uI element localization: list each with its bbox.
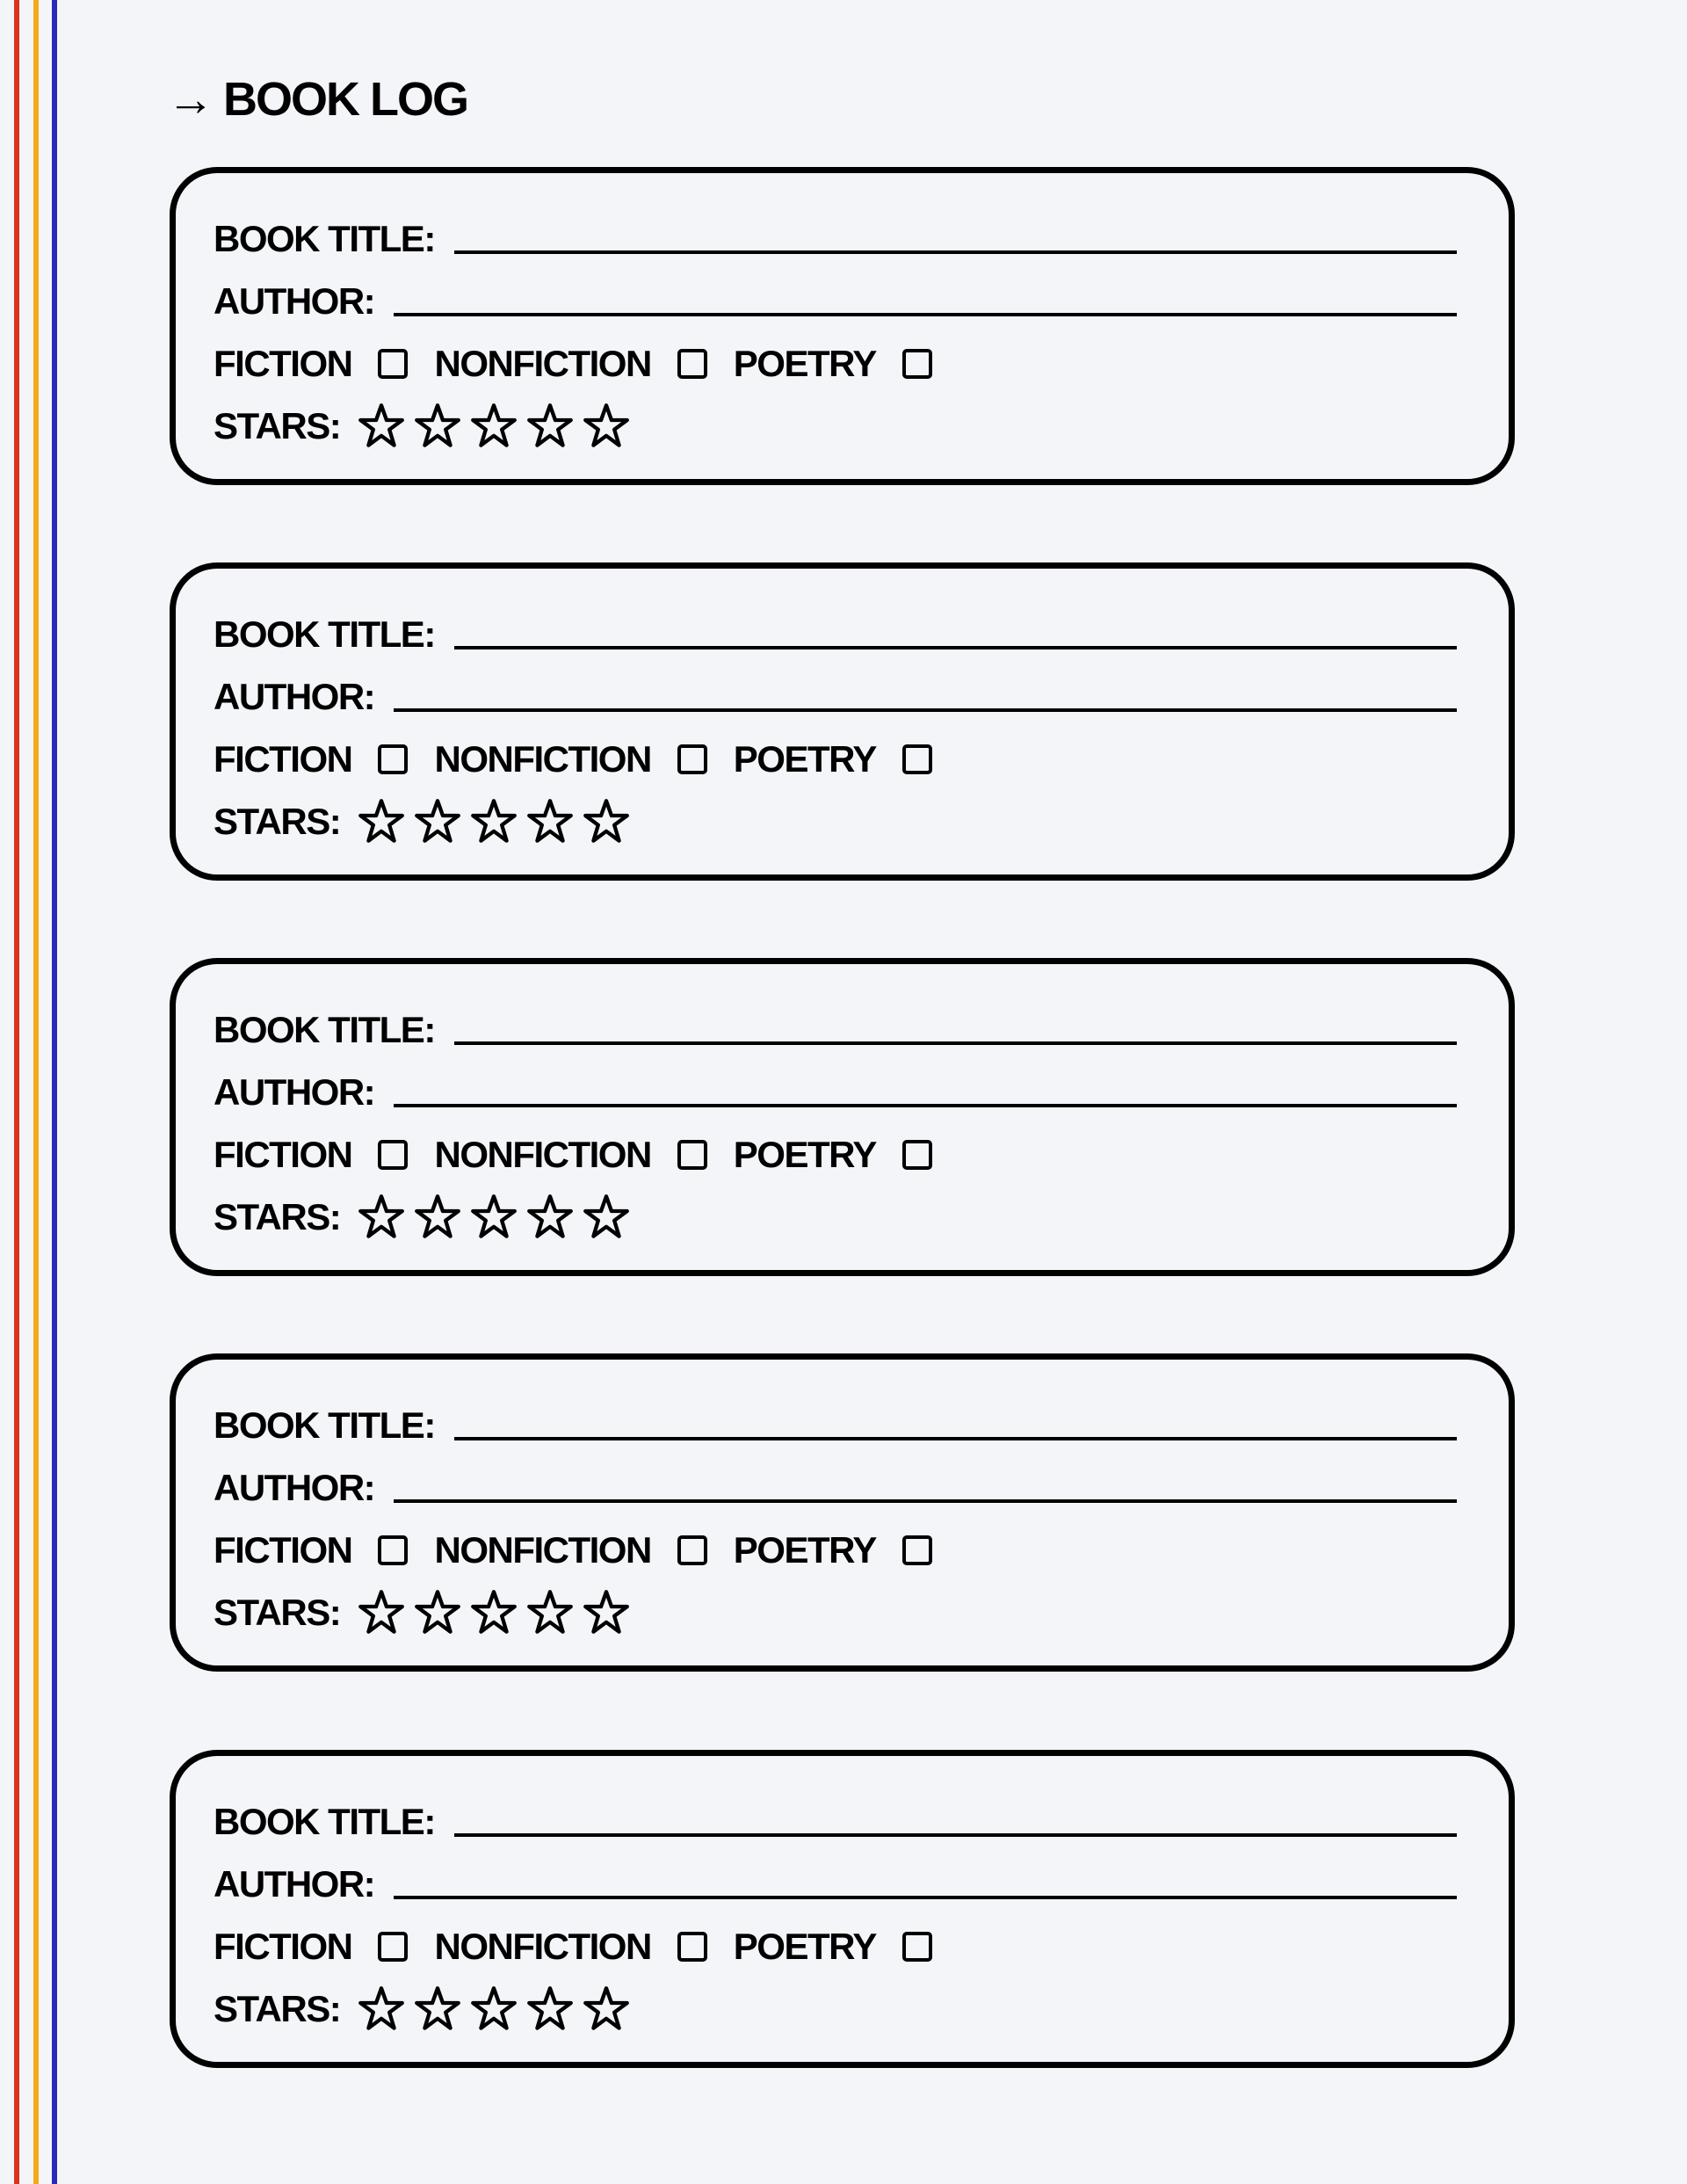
book-title-row bbox=[214, 609, 1457, 660]
star-outline-icon[interactable] bbox=[358, 798, 405, 845]
genre-label-fiction: FICTION bbox=[214, 1926, 352, 1967]
book-title-row bbox=[214, 1796, 1457, 1847]
book-title-field[interactable] bbox=[454, 646, 1457, 649]
genre-label-fiction: FICTION bbox=[214, 1529, 352, 1571]
stripe-yellow bbox=[33, 0, 39, 2184]
genre-label-fiction: FICTION bbox=[214, 1134, 352, 1175]
star-outline-icon[interactable] bbox=[358, 1194, 405, 1241]
book-title-row bbox=[214, 1005, 1457, 1056]
book-title-field[interactable] bbox=[454, 1041, 1457, 1045]
author-field[interactable] bbox=[394, 1499, 1457, 1503]
book-title-field[interactable] bbox=[454, 1833, 1457, 1837]
poetry-checkbox[interactable] bbox=[902, 349, 932, 379]
author-row bbox=[214, 276, 1457, 327]
stars-row bbox=[214, 796, 1457, 847]
nonfiction-checkbox[interactable] bbox=[677, 1140, 707, 1170]
stars-row bbox=[214, 1984, 1457, 2035]
stars-label: STARS: bbox=[214, 405, 341, 446]
star-outline-icon[interactable] bbox=[414, 1194, 461, 1241]
fiction-checkbox[interactable] bbox=[378, 1535, 408, 1565]
stripe-red bbox=[14, 0, 19, 2184]
author-label: AUTHOR: bbox=[214, 1467, 375, 1508]
star-outline-icon[interactable] bbox=[583, 1194, 630, 1241]
page-title bbox=[167, 69, 467, 130]
fiction-checkbox[interactable] bbox=[378, 1932, 408, 1962]
author-field[interactable] bbox=[394, 708, 1457, 712]
genre-label-nonfiction: NONFICTION bbox=[434, 1926, 651, 1967]
poetry-checkbox[interactable] bbox=[902, 1932, 932, 1962]
stars-label: STARS: bbox=[214, 1196, 341, 1237]
author-row bbox=[214, 1067, 1457, 1118]
star-outline-icon[interactable] bbox=[414, 798, 461, 845]
star-outline-icon[interactable] bbox=[583, 798, 630, 845]
star-outline-icon[interactable] bbox=[470, 1589, 518, 1636]
author-field[interactable] bbox=[394, 1104, 1457, 1107]
book-title-label: BOOK TITLE: bbox=[214, 1404, 435, 1446]
author-row bbox=[214, 1462, 1457, 1513]
book-title-label: BOOK TITLE: bbox=[214, 613, 435, 655]
nonfiction-checkbox[interactable] bbox=[677, 744, 707, 774]
stars-row bbox=[214, 401, 1457, 452]
genre-label-nonfiction: NONFICTION bbox=[434, 738, 651, 780]
star-rating bbox=[358, 1194, 639, 1241]
stars-label: STARS: bbox=[214, 1988, 341, 2029]
genre-row bbox=[214, 1129, 1457, 1180]
genre-label-nonfiction: NONFICTION bbox=[434, 1529, 651, 1571]
star-outline-icon[interactable] bbox=[526, 1985, 574, 2033]
genre-label-fiction: FICTION bbox=[214, 738, 352, 780]
poetry-checkbox[interactable] bbox=[902, 744, 932, 774]
book-entry-card bbox=[170, 958, 1515, 1276]
author-label: AUTHOR: bbox=[214, 676, 375, 717]
star-outline-icon[interactable] bbox=[470, 798, 518, 845]
fiction-checkbox[interactable] bbox=[378, 1140, 408, 1170]
genre-label-poetry: POETRY bbox=[733, 343, 876, 384]
author-field[interactable] bbox=[394, 1896, 1457, 1899]
genre-label-poetry: POETRY bbox=[733, 1134, 876, 1175]
star-outline-icon[interactable] bbox=[470, 1194, 518, 1241]
author-label: AUTHOR: bbox=[214, 280, 375, 322]
star-rating bbox=[358, 403, 639, 450]
genre-row bbox=[214, 338, 1457, 389]
book-title-field[interactable] bbox=[454, 1437, 1457, 1440]
star-outline-icon[interactable] bbox=[358, 1589, 405, 1636]
genre-row bbox=[214, 1921, 1457, 1972]
star-outline-icon[interactable] bbox=[526, 1589, 574, 1636]
book-entry-card bbox=[170, 1353, 1515, 1672]
arrow-right-icon: → bbox=[167, 73, 213, 126]
poetry-checkbox[interactable] bbox=[902, 1140, 932, 1170]
author-row bbox=[214, 671, 1457, 722]
star-outline-icon[interactable] bbox=[583, 403, 630, 450]
genre-label-fiction: FICTION bbox=[214, 343, 352, 384]
stars-label: STARS: bbox=[214, 801, 341, 842]
star-outline-icon[interactable] bbox=[414, 1589, 461, 1636]
nonfiction-checkbox[interactable] bbox=[677, 1932, 707, 1962]
book-entry-card bbox=[170, 562, 1515, 881]
author-label: AUTHOR: bbox=[214, 1071, 375, 1113]
star-outline-icon[interactable] bbox=[414, 1985, 461, 2033]
star-outline-icon[interactable] bbox=[470, 403, 518, 450]
nonfiction-checkbox[interactable] bbox=[677, 1535, 707, 1565]
star-outline-icon[interactable] bbox=[583, 1985, 630, 2033]
star-outline-icon[interactable] bbox=[414, 403, 461, 450]
nonfiction-checkbox[interactable] bbox=[677, 349, 707, 379]
book-entry-card bbox=[170, 1750, 1515, 2068]
genre-row bbox=[214, 734, 1457, 785]
genre-label-nonfiction: NONFICTION bbox=[434, 1134, 651, 1175]
stars-row bbox=[214, 1192, 1457, 1243]
stars-row bbox=[214, 1587, 1457, 1638]
star-outline-icon[interactable] bbox=[470, 1985, 518, 2033]
star-outline-icon[interactable] bbox=[526, 1194, 574, 1241]
book-title-row bbox=[214, 214, 1457, 265]
book-title-row bbox=[214, 1400, 1457, 1451]
stripe-blue bbox=[52, 0, 57, 2184]
genre-label-poetry: POETRY bbox=[733, 1926, 876, 1967]
genre-row bbox=[214, 1525, 1457, 1576]
book-title-label: BOOK TITLE: bbox=[214, 1801, 435, 1842]
star-rating bbox=[358, 798, 639, 845]
author-field[interactable] bbox=[394, 313, 1457, 316]
star-outline-icon[interactable] bbox=[358, 1985, 405, 2033]
page-title-text: BOOK LOG bbox=[223, 73, 467, 126]
book-entry-card bbox=[170, 167, 1515, 485]
fiction-checkbox[interactable] bbox=[378, 744, 408, 774]
poetry-checkbox[interactable] bbox=[902, 1535, 932, 1565]
genre-label-nonfiction: NONFICTION bbox=[434, 343, 651, 384]
book-title-label: BOOK TITLE: bbox=[214, 1009, 435, 1050]
star-outline-icon[interactable] bbox=[526, 798, 574, 845]
author-label: AUTHOR: bbox=[214, 1863, 375, 1905]
author-row bbox=[214, 1859, 1457, 1910]
book-title-field[interactable] bbox=[454, 250, 1457, 254]
book-title-label: BOOK TITLE: bbox=[214, 218, 435, 259]
genre-label-poetry: POETRY bbox=[733, 1529, 876, 1571]
genre-label-poetry: POETRY bbox=[733, 738, 876, 780]
star-rating bbox=[358, 1589, 639, 1636]
star-outline-icon[interactable] bbox=[358, 403, 405, 450]
stars-label: STARS: bbox=[214, 1592, 341, 1633]
fiction-checkbox[interactable] bbox=[378, 349, 408, 379]
star-outline-icon[interactable] bbox=[526, 403, 574, 450]
star-rating bbox=[358, 1985, 639, 2033]
star-outline-icon[interactable] bbox=[583, 1589, 630, 1636]
